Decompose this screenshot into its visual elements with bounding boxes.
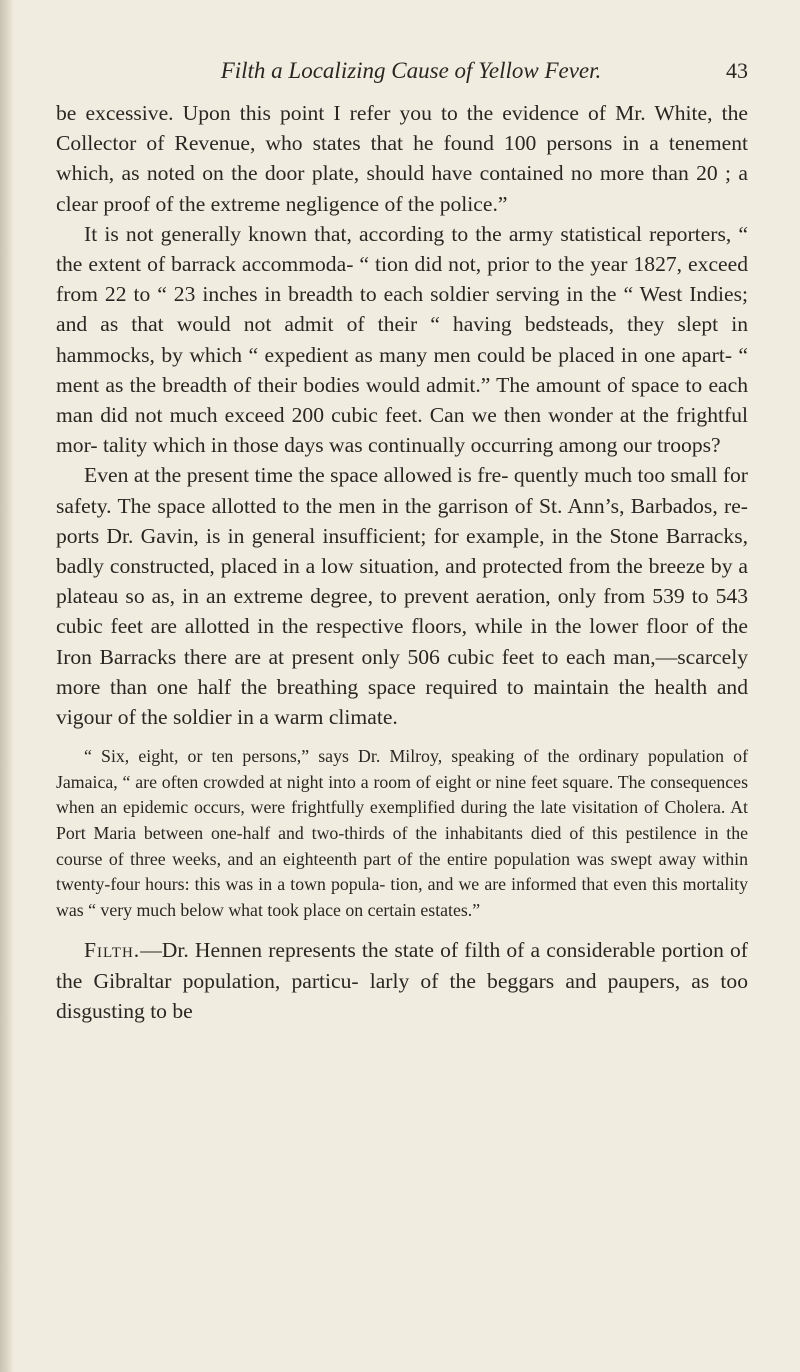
paragraph-barrack-space: It is not generally known that, according to the army statistical reporters, “ the extent of barrack accommoda- “ tion did not, prior to the year 1827, exceed from 22 to “ 23 inches in breadth to each soldier serving in the “ West Indies; and as that would not admit of their “ having bedsteads, they slept in hammocks, by which “ expedient as many men could be placed in one apart- “ ment as the breadth of their bodies would admit.” The amount of space to each man did not much exceed 200 cubic feet. Can we then wonder at the frightful mor- tality which in those days was continually occurring among our troops?: [56, 221, 748, 458]
paragraph-continuation: be excessive. Upon this point I refer you to the evidence of Mr. White, the Collector of Revenue, who states that he found 100 persons in a tenement which, as noted on the door plate, should have contained no more than 20 ; a clear proof of the extreme negligence of the police.”: [56, 101, 748, 216]
filth-lead: Filth.: [84, 938, 141, 963]
book-page: [56, 58, 748, 1026]
running-head-title: Filth a Localizing Cause of Yellow Fever.: [220, 58, 602, 83]
paragraph-present-time: Even at the present time the space allowed is fre- quently much too small for safety. The space allotted to the men in the garrison of St. Ann’s, Barbados, re- ports Dr. Gavin, is in general insufficient; for example, in the Stone Barracks, badly constructed, placed in a low situation, and protected from the breeze by a plateau so as, in an extreme degree, to prevent aeration, only from 539 to 543 cubic feet are allotted in the respective floors, while in the lower floor of the Iron Barracks there are at present only 506 cubic feet to each man,—scarcely more than one half the breathing space required to maintain the health and vigour of the soldier in a warm climate.: [56, 463, 748, 730]
binding-gutter: [0, 0, 14, 1372]
paragraph-filth: [56, 935, 748, 1026]
milroy-quotation: “ Six, eight, or ten persons,” says Dr. Milroy, speaking of the ordinary population of Jamaica, “ are often crowded at night into a room of eight or nine feet square. The consequences when an epidemic occurs, were frightfully exemplified during the late visitation of Cholera. At Port Maria between one-half and two-thirds of the inhabitants died of this pestilence in the course of three weeks, and an eighteenth part of the entire population was swept away within twenty-four hours: this was in a town popula- tion, and we are informed that even this mortality was “ very much below what took place on certain estates.”: [56, 746, 748, 920]
running-head: [56, 58, 748, 84]
page-number: 43: [726, 58, 748, 83]
filth-text: —Dr. Hennen represents the state of filth of a considerable portion of the Gibraltar population, particu- larly of the beggars and paupers, as too disgusting to be: [56, 938, 748, 1023]
